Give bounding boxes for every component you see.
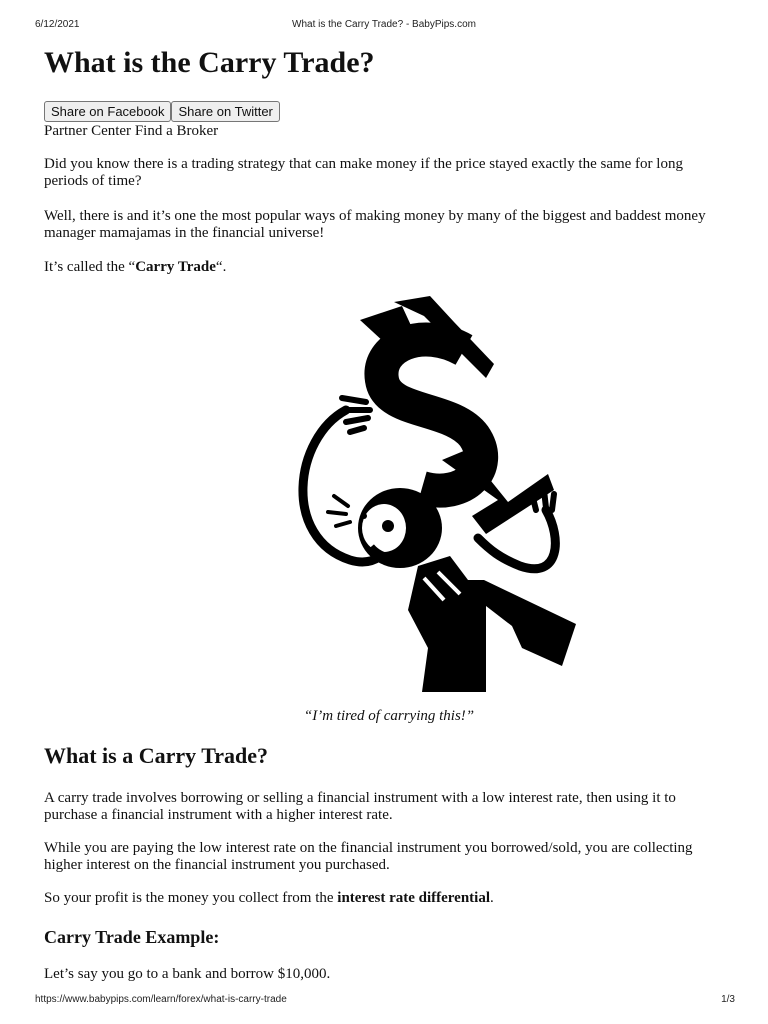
share-twitter-button[interactable]: Share on Twitter	[171, 101, 279, 122]
section-heading: What is a Carry Trade?	[44, 743, 269, 768]
intro-paragraph-2: Well, there is and it’s one the most popular ways of making money by many of the biggest and baddest money manager mamajamas in the financial universe!	[44, 208, 706, 241]
profit-paragraph: So your profit is the money you collect from the interest rate differential.	[44, 890, 494, 906]
interest-paragraph: While you are paying the low interest rate on the financial instrument you borrowed/sold, you are collecting higher interest on the financial instrument you purchased.	[44, 840, 693, 873]
share-buttons	[44, 101, 280, 122]
print-url: https://www.babypips.com/learn/forex/what-is-carry-trade	[35, 994, 287, 1005]
carry-trade-intro: It’s called the “Carry Trade“.	[44, 259, 227, 275]
interest-rate-differential-term: interest rate differential	[337, 890, 491, 906]
carry-trade-term: Carry Trade	[135, 259, 216, 275]
example-heading: Carry Trade Example:	[44, 927, 220, 947]
print-header	[0, 19, 768, 33]
partner-center-link[interactable]: Partner Center	[44, 123, 132, 139]
share-facebook-button[interactable]: Share on Facebook	[44, 101, 171, 122]
intro-paragraph: Did you know there is a trading strategy that can make money if the price stayed exactly the same for long periods of time?	[44, 156, 683, 189]
print-page-number: 1/3	[721, 994, 735, 1005]
print-footer	[0, 994, 768, 1008]
man-carrying-dollar-sign-illustration	[254, 288, 584, 696]
find-broker-link[interactable]: Find a Broker	[134, 123, 219, 139]
print-page-title: What is the Carry Trade? - BabyPips.com	[292, 19, 476, 30]
example-paragraph: Let’s say you go to a bank and borrow $10,000.	[44, 966, 331, 982]
definition-paragraph: A carry trade involves borrowing or selling a financial instrument with a low interest rate, then using it to purchase a financial instrument with a higher interest rate.	[44, 790, 676, 823]
partner-links	[44, 122, 218, 140]
image-caption: “I’m tired of carrying this!”	[303, 708, 475, 724]
print-date: 6/12/2021	[35, 19, 80, 30]
article-title: What is the Carry Trade?	[44, 46, 375, 79]
